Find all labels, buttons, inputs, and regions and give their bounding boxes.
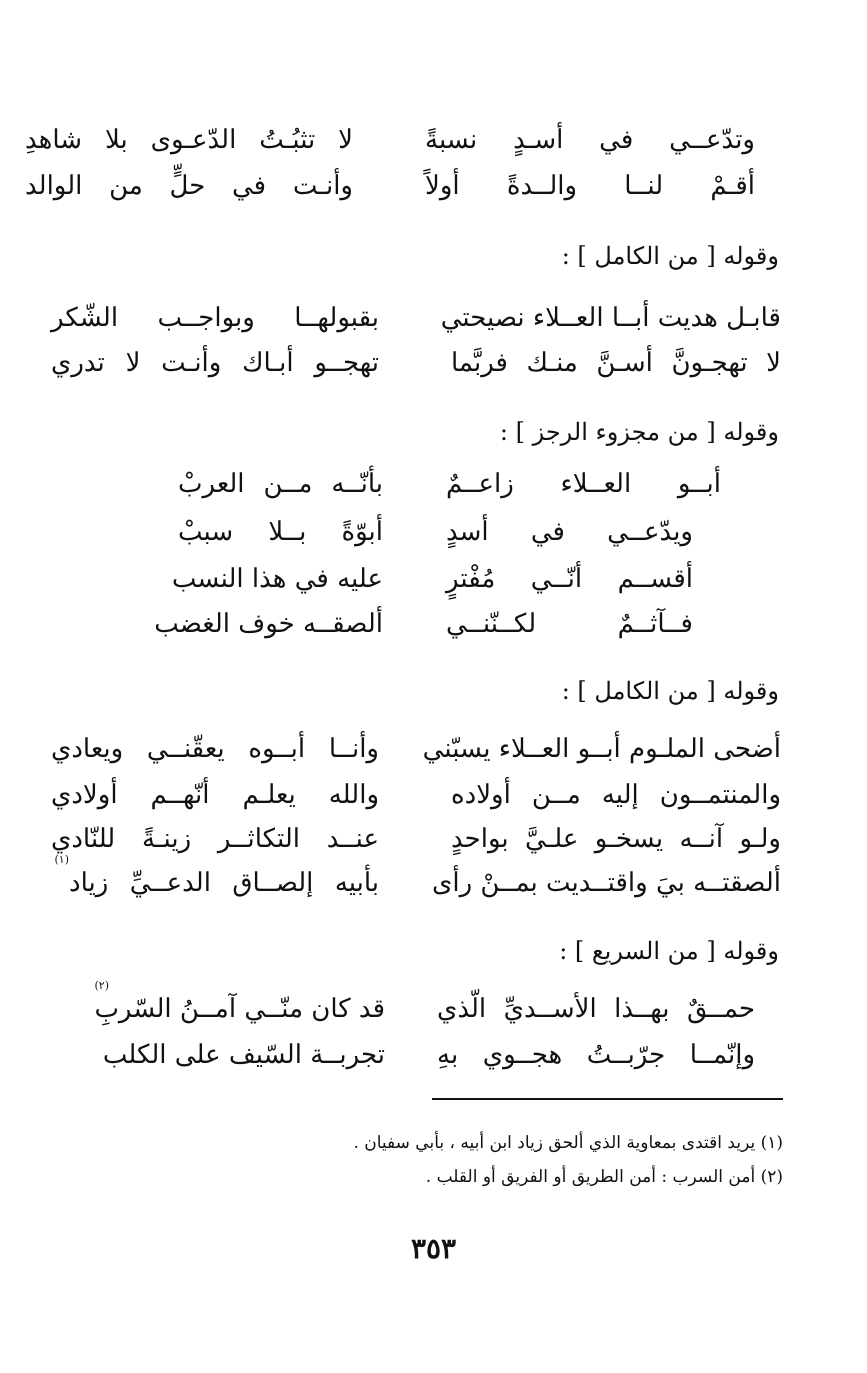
verse-first-hemistich: أضحى الملـوم أبــو العــلاء يسبّني: [422, 734, 781, 764]
verse-line: [102, 1032, 755, 1078]
verse-second-hemistich: بأبيه إلصــاق الدعــيِّ زياد: [69, 868, 379, 898]
verse-second-hemistich: وأنـت في حلٍّ من الوالد: [25, 171, 353, 201]
verse-line: [54, 853, 781, 906]
verse-second-hemistich: عليه في هذا النسب: [171, 564, 383, 594]
verse-line: [51, 726, 781, 772]
verse-line: [25, 163, 755, 209]
verse-second-hemistich: تهجــو أبـاك وأنـت لا تدري: [51, 348, 379, 378]
verse-second-hemistich: أبوّةً بــلا سببْ: [178, 517, 383, 547]
verse-second-hemistich: لا تثبُـتُ الدّعـوى بلا شاهدِ: [25, 125, 353, 155]
verse-first-hemistich: ولـو آنــه يسخـو علـيَّ بواحدٍ: [451, 824, 781, 854]
verse-second-hemistich: وأنــا أبــوه يعقّنــي ويعادي: [51, 734, 379, 764]
verse-first-hemistich: أقســم أنّــي مُفْترٍ: [446, 564, 693, 594]
verse-first-hemistich: لا تهجـونَّ أسـنَّ منـك فربَّما: [451, 348, 781, 378]
verse-first-hemistich: والمنتمــون إليه مــن أولاده: [451, 780, 781, 810]
footnote-divider: [432, 1098, 783, 1100]
footnote-marker[interactable]: (١): [54, 853, 69, 866]
verse-line: [178, 461, 721, 507]
verse-second-hemistich: تجربــة السّيف على الكلب: [102, 1040, 385, 1070]
verse-first-hemistich: ويدّعــي في أسدٍ: [446, 517, 693, 547]
verse-line: [154, 601, 693, 647]
verse-first-hemistich: قابـل هديت أبــا العــلاء نصيحتي: [440, 303, 781, 333]
poem-heading: وقوله [ من الكامل ] :: [561, 677, 779, 705]
poem-heading: وقوله [ من السريع ] :: [559, 937, 779, 965]
poem-heading: وقوله [ من الكامل ] :: [561, 242, 779, 270]
verse-second-hemistich: قد كان منّــي آمــنُ السّربِ: [94, 994, 385, 1024]
verse-second-hemistich: ألصقــه خوف الغضب: [154, 609, 383, 639]
verse-line: [51, 295, 781, 341]
page-number: ٣٥٣: [410, 1232, 457, 1265]
footnote: (١) يريد اقتدى بمعاوية الذي ألحق زياد ابن أبيه ، بأبي سفيان .: [353, 1133, 783, 1153]
verse-line: [171, 556, 693, 602]
verse-line: [51, 772, 781, 818]
poem-heading: وقوله [ من مجزوء الرجز ] :: [499, 418, 779, 446]
footnote: (٢) أمن السرب : أمن الطريق أو الفريق أو القلب .: [425, 1167, 783, 1187]
verse-second-hemistich: بقبولهــا وبواجــب الشّكر: [51, 303, 379, 333]
verse-first-hemistich: ألصقتــه بيَ واقتــديت بمــنْ رأى: [432, 868, 781, 898]
footnote-marker[interactable]: (٢): [94, 979, 109, 992]
verse-line: [178, 509, 693, 555]
verse-line: [51, 816, 781, 862]
verse-first-hemistich: أبــو العــلاء زاعــمٌ: [446, 469, 721, 499]
verse-second-hemistich: والله يعلـم أنّهــم أولادي: [51, 780, 379, 810]
verse-first-hemistich: فــآثــمٌ لكــنّنــي: [446, 609, 693, 639]
verse-line: [25, 117, 755, 163]
verse-second-hemistich: عنــد التكاثــر زينـةً للنّادي: [51, 824, 379, 854]
verse-first-hemistich: أقـمْ لنــا والــدةً أولاً: [425, 171, 755, 201]
verse-first-hemistich: وتدّعــي في أسـدٍ نسبةً: [425, 125, 755, 155]
verse-second-hemistich: بأنّــه مــن العربْ: [178, 469, 383, 499]
verse-first-hemistich: حمــقٌ بهــذا الأســديِّ الّذي: [437, 994, 755, 1024]
verse-first-hemistich: وإنّمــا جرّبــتُ هجــوي بهِ: [437, 1040, 755, 1070]
verse-line: [94, 979, 755, 1032]
verse-line: [51, 340, 781, 386]
